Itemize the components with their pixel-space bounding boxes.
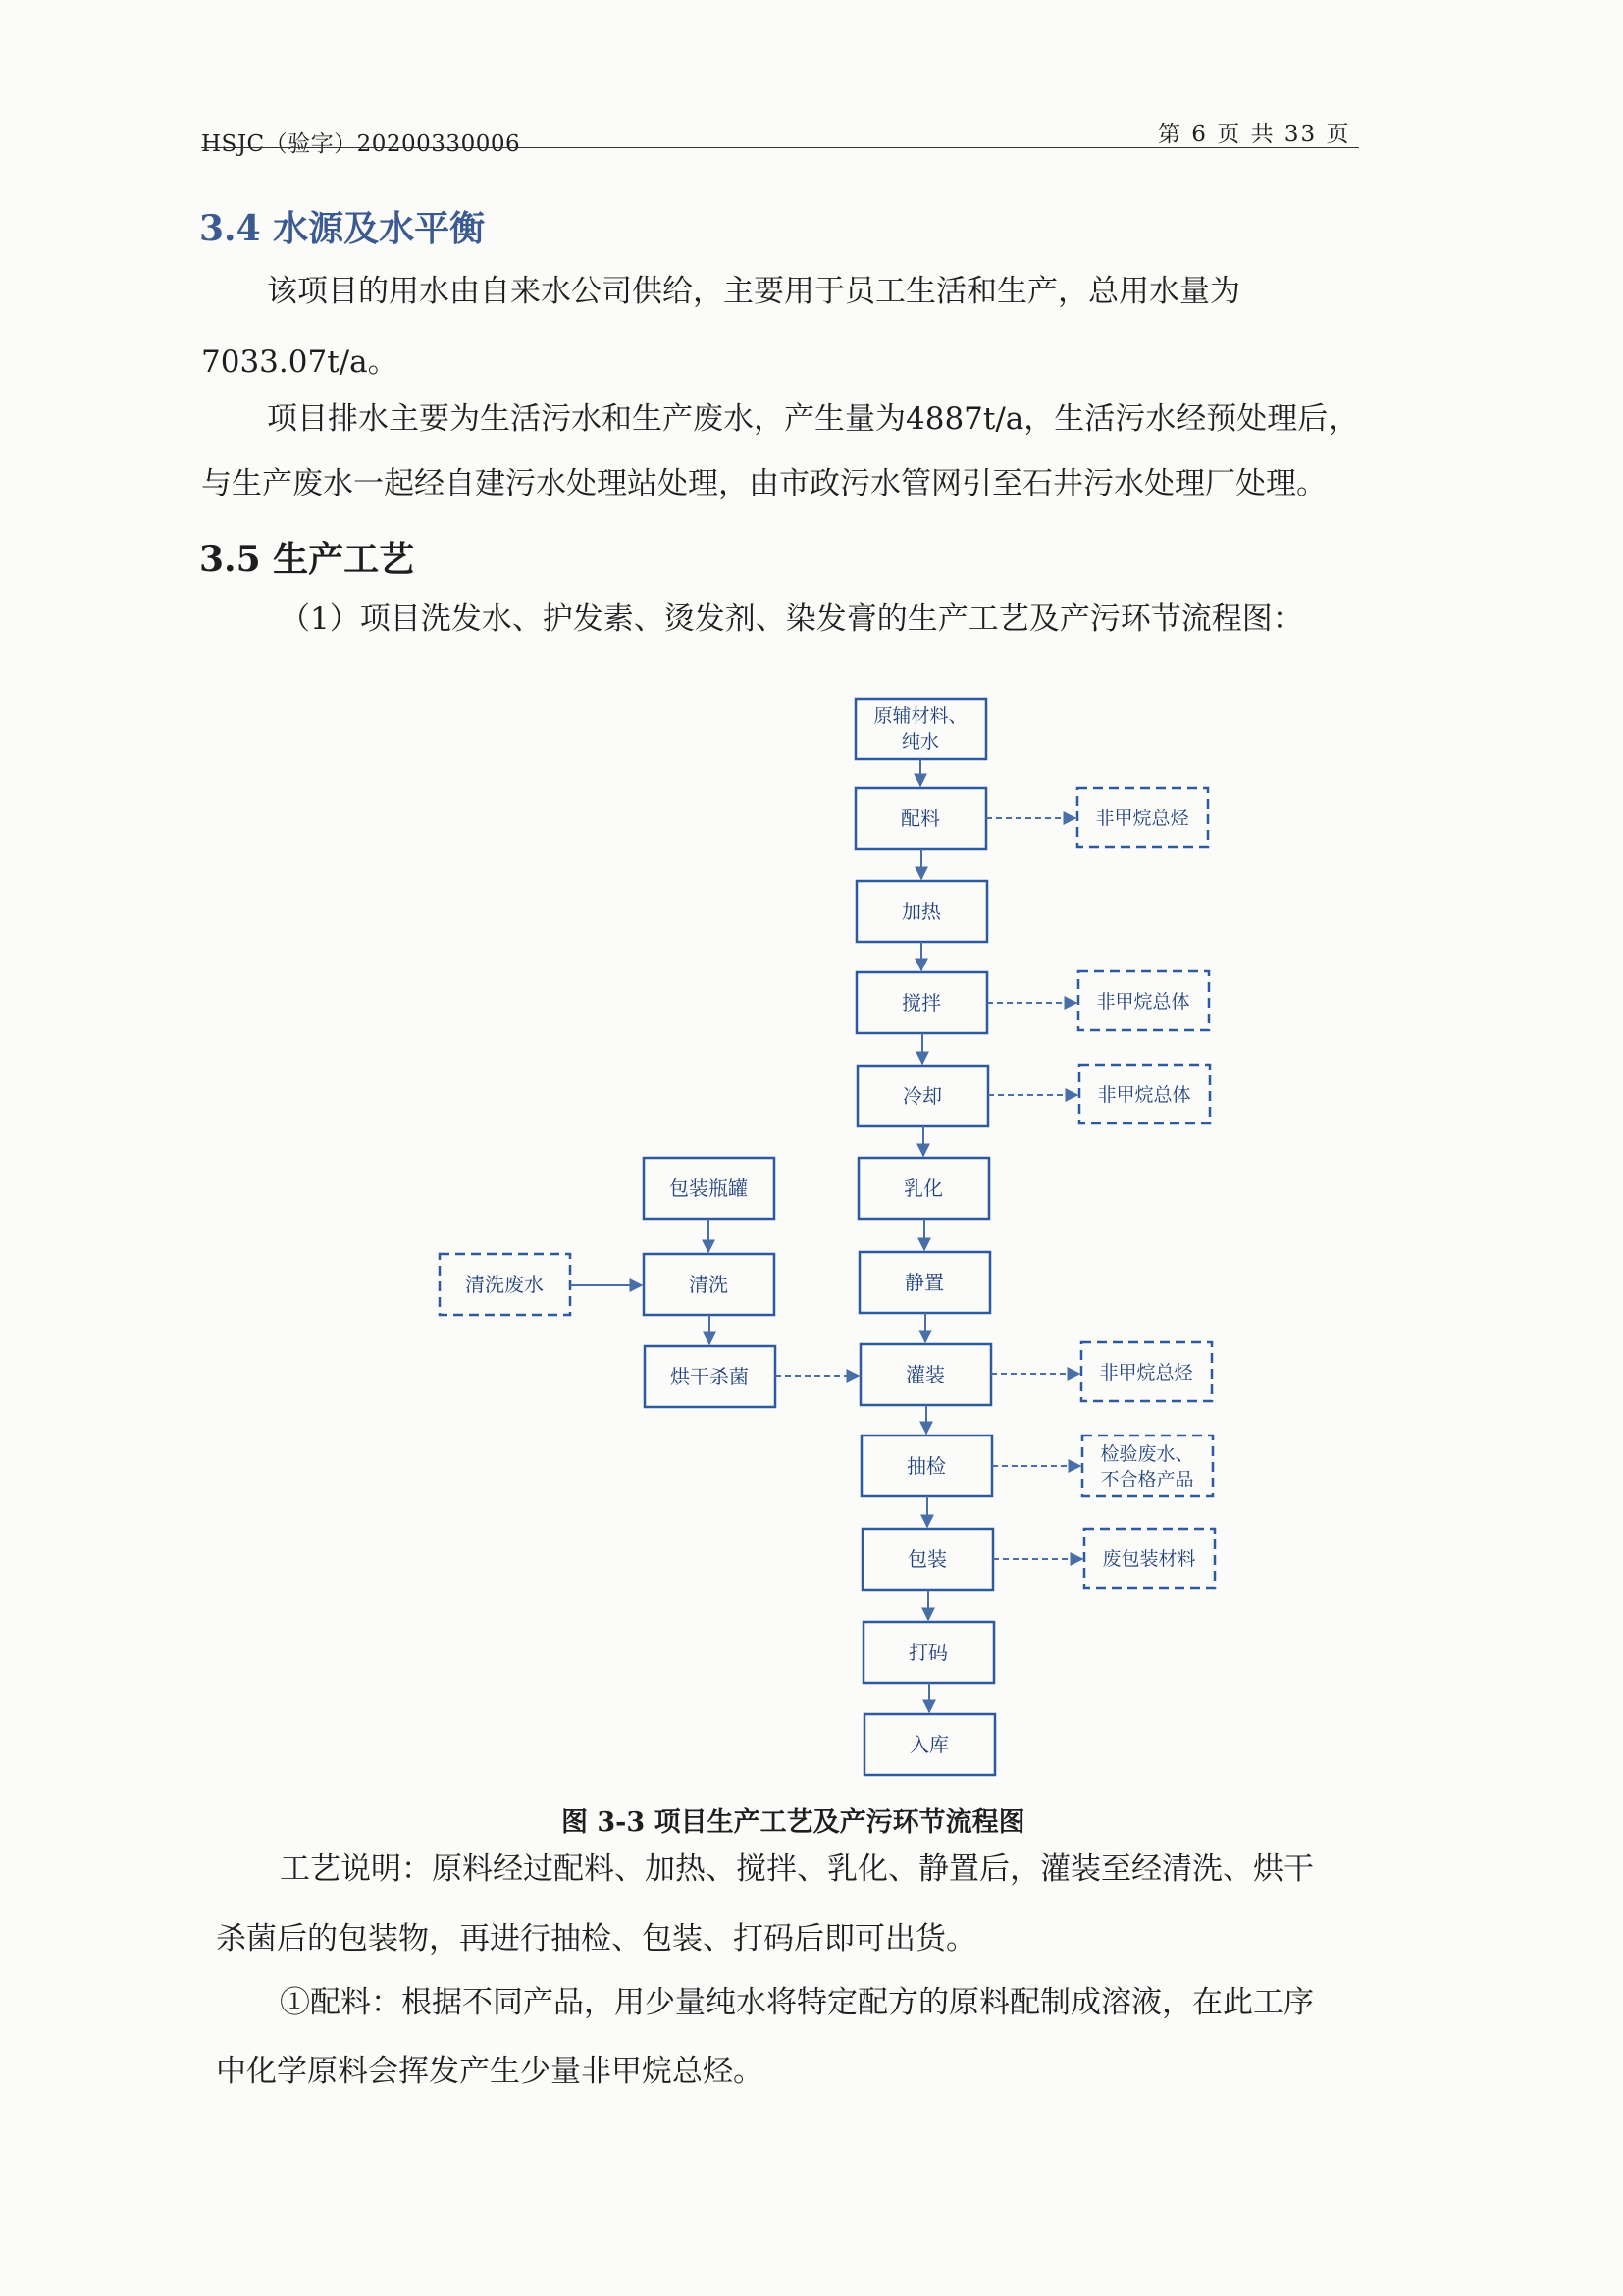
flow-text-cooling: 冷却 xyxy=(903,1084,942,1108)
pollutant-text-packaging: 废包装材料 xyxy=(1102,1548,1196,1570)
process-desc-line2: 杀菌后的包装物，再进行抽检、包装、打码后即可出货。 xyxy=(216,1921,976,1957)
flow-text-stirring: 搅拌 xyxy=(902,991,941,1015)
pollutant-text-mixing: 非甲烷总烃 xyxy=(1095,808,1189,829)
pollutant-text-filling: 非甲烷总烃 xyxy=(1099,1362,1193,1383)
flow-text-bottles: 包装瓶罐 xyxy=(669,1176,748,1200)
flow-text-washing: 清洗 xyxy=(689,1273,728,1296)
drainage-para-line1: 项目排水主要为生活污水和生产废水，产生量为4887t/a，生活污水经预处理后， xyxy=(267,401,1359,437)
flow-pollutants xyxy=(1077,788,1215,1588)
flow-side-arrows xyxy=(570,1219,859,1376)
pollutant-text-sampling-line1: 检验废水、 xyxy=(1100,1443,1194,1465)
water-source-para-line1: 该项目的用水由自来水公司供给，主要用于员工生活和生产，总用水量为 xyxy=(267,274,1240,309)
pollutant-text-sampling-line2: 不合格产品 xyxy=(1100,1469,1194,1490)
page-number: 第 6 页 共 33 页 xyxy=(1158,122,1351,147)
flow-text-filling: 灌装 xyxy=(906,1363,945,1386)
document-id: HSJC（验字）20200330006 xyxy=(201,131,521,157)
section-3-4-heading: 3.4 水源及水平衡 xyxy=(199,208,486,249)
flow-text-packaging: 包装 xyxy=(908,1547,947,1571)
flow-text-raw-line2: 纯水 xyxy=(901,731,940,753)
flow-text-wash-wastewater: 清洗废水 xyxy=(465,1273,544,1296)
drainage-para-line2: 与生产废水一起经自建污水处理站处理，由市政污水管网引至石井污水处理厂处理。 xyxy=(201,466,1327,501)
pollutant-text-stirring: 非甲烷总体 xyxy=(1096,991,1190,1013)
pollutant-text-cooling: 非甲烷总体 xyxy=(1097,1084,1191,1106)
flow-text-drying: 烘干杀菌 xyxy=(670,1365,749,1388)
figure-caption: 图 3-3 项目生产工艺及产污环节流程图 xyxy=(561,1807,1025,1838)
flow-text-heating: 加热 xyxy=(902,900,941,923)
flow-pollutant-arrows xyxy=(986,818,1082,1559)
water-source-para-line2: 7033.07t/a。 xyxy=(201,344,398,380)
process-intro: （1）项目洗发水、护发素、烫发剂、染发膏的生产工艺及产污环节流程图： xyxy=(280,601,1303,637)
flow-text-coding: 打码 xyxy=(909,1641,948,1664)
section-3-5-heading: 3.5 生产工艺 xyxy=(199,539,415,580)
flow-text-sampling: 抽检 xyxy=(907,1454,946,1478)
flow-text-emulsify: 乳化 xyxy=(904,1176,943,1200)
flow-text-storage: 入库 xyxy=(910,1733,949,1756)
process-desc-line4: 中化学原料会挥发产生少量非甲烷总烃。 xyxy=(216,2054,763,2089)
flow-text-raw-line1: 原辅材料、 xyxy=(873,705,968,727)
process-desc-line3: ①配料：根据不同产品，用少量纯水将特定配方的原料配制成溶液，在此工序 xyxy=(280,1985,1314,2020)
flow-side-branch xyxy=(440,1158,775,1407)
flow-text-mixing: 配料 xyxy=(901,807,940,830)
flow-text-standing: 静置 xyxy=(905,1271,944,1294)
process-desc-line1: 工艺说明：原料经过配料、加热、搅拌、乳化、静置后，灌装至经清洗、烘干 xyxy=(280,1852,1314,1887)
